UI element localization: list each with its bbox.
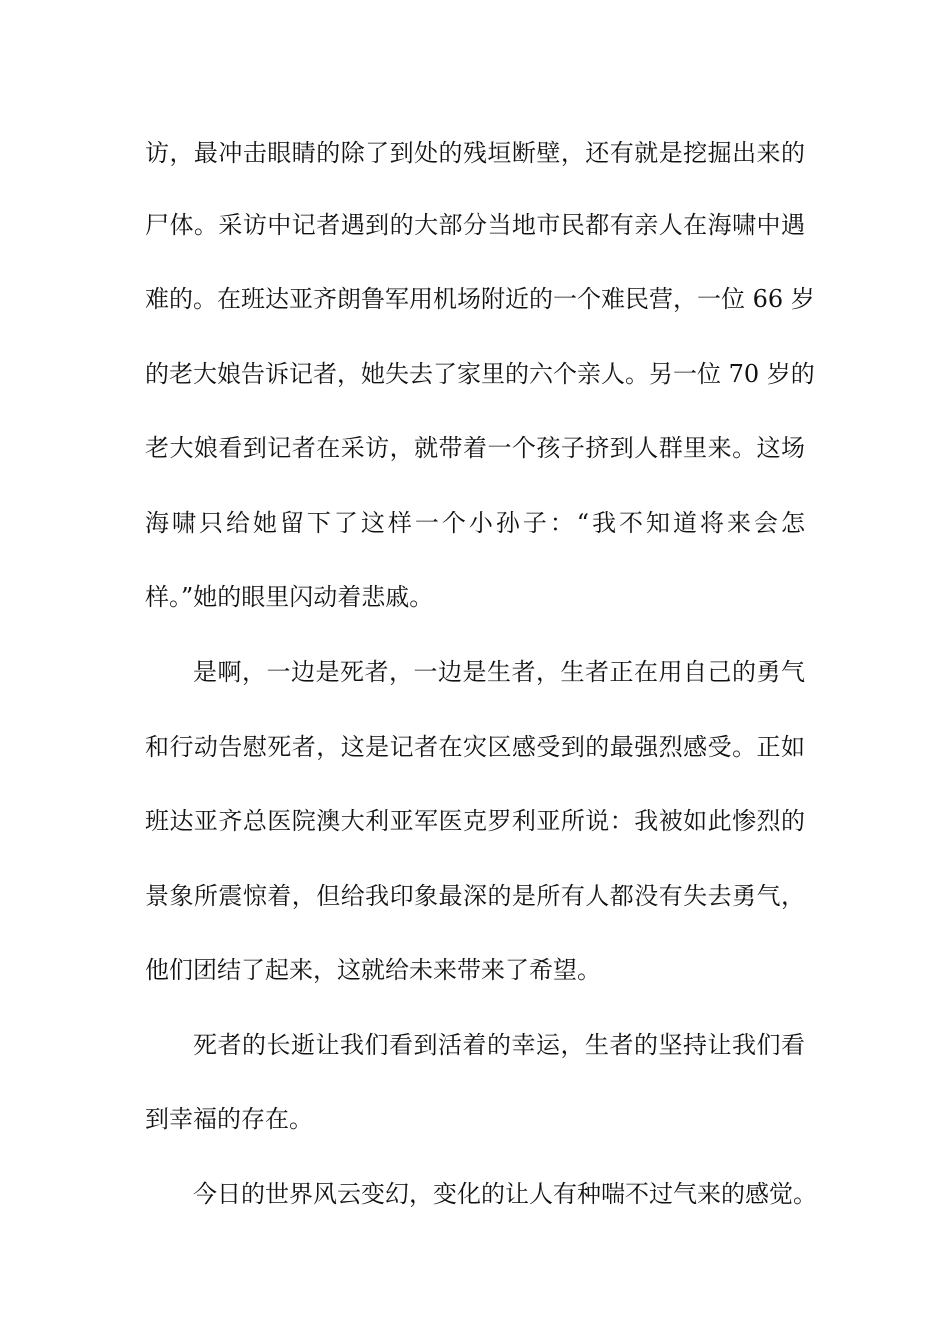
text-line: 老大娘看到记者在采访，就带着一个孩子挤到人群里来。这场 <box>145 434 805 462</box>
text-line: 尸体。采访中记者遇到的大部分当地市民都有亲人在海啸中遇 <box>145 211 805 239</box>
text-line: 样。”她的眼里闪动着悲戚。 <box>145 583 434 611</box>
paragraph-first-line: 死者的长逝让我们看到活着的幸运，生者的坚持让我们看 <box>193 1031 805 1059</box>
text-line: 海啸只给她留下了这样一个小孙子：“我不知道将来会怎 <box>145 509 805 537</box>
paragraph-first-line: 今日的世界风云变幻，变化的让人有种喘不过气来的感觉。 <box>193 1180 817 1208</box>
text-line: 访，最冲击眼睛的除了到处的残垣断壁，还有就是挖掘出来的 <box>145 139 805 167</box>
text-line: 难的。在班达亚齐朗鲁军用机场附近的一个难民营，一位 66 岁 <box>145 285 815 313</box>
paragraph-first-line: 是啊，一边是死者，一边是生者，生者正在用自己的勇气 <box>193 658 805 686</box>
text-line: 和行动告慰死者，这是记者在灾区感受到的最强烈感受。正如 <box>145 733 805 761</box>
text-line: 到幸福的存在。 <box>145 1105 313 1133</box>
text-line: 班达亚齐总医院澳大利亚军医克罗利亚所说：我被如此惨烈的 <box>145 807 805 835</box>
text-line: 他们团结了起来，这就给未来带来了希望。 <box>145 956 601 984</box>
text-line: 景象所震惊着，但给我印象最深的是所有人都没有失去勇气， <box>145 882 805 910</box>
text-line: 的老大娘告诉记者，她失去了家里的六个亲人。另一位 70 岁的 <box>145 360 815 388</box>
